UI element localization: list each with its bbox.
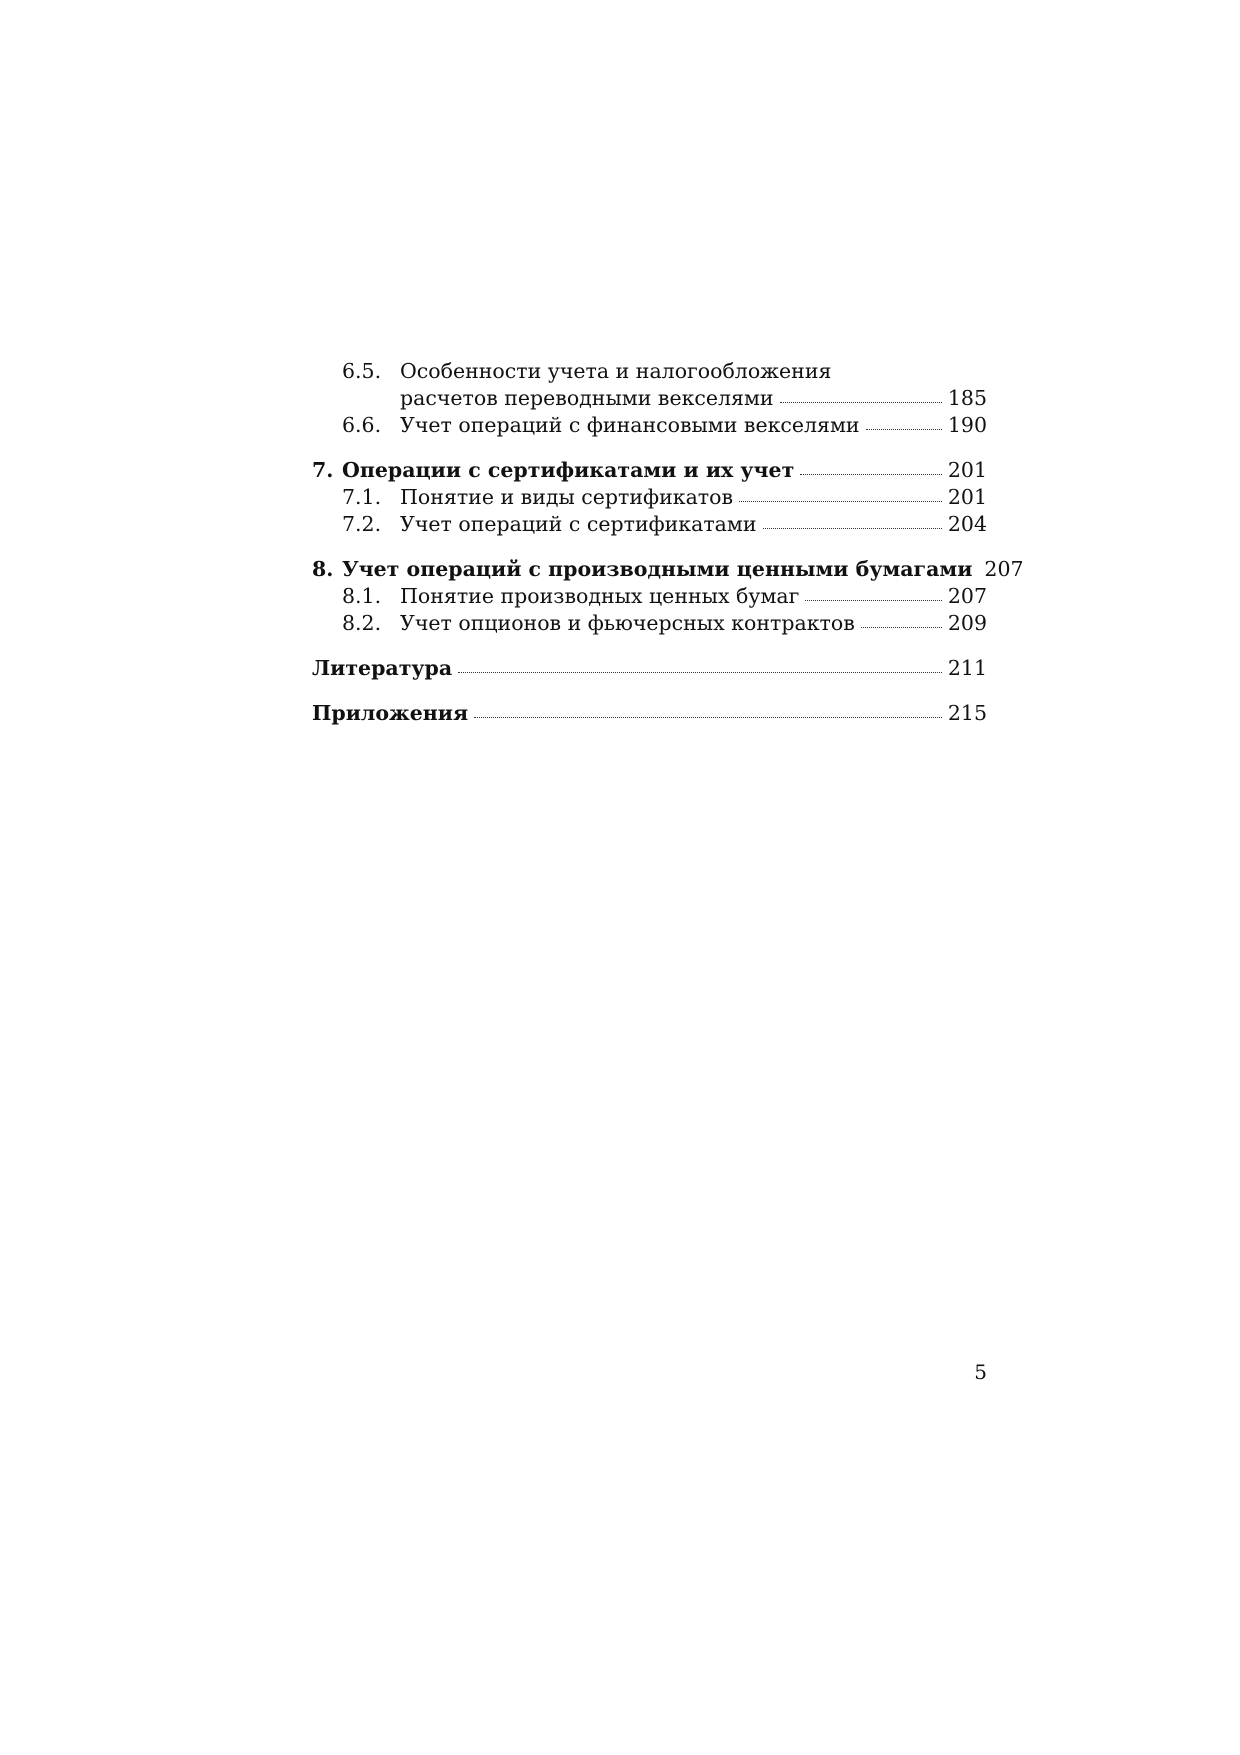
dot-leader (763, 528, 942, 529)
toc-entry-number: 8.1. (342, 584, 382, 608)
toc-entry-page: 211 (947, 656, 987, 680)
toc-entry-number: 8. (312, 557, 334, 581)
toc-entry-page: 190 (947, 413, 987, 437)
toc-entry-7 (312, 457, 987, 484)
toc-entry-7-2 (312, 511, 987, 538)
toc-entry-title: Учет операций с производными ценными бумагами (342, 557, 973, 581)
toc-entry-7-1 (312, 484, 987, 511)
toc-entry-title: Учет операций с финансовыми векселями (400, 413, 860, 437)
toc-entry-number: 7.2. (342, 512, 382, 536)
toc-entry-title: Понятие производных ценных бумаг (400, 584, 800, 608)
toc-entry-6-5 (312, 358, 987, 385)
toc-entry-6-5-continued (312, 385, 987, 412)
toc-entry-page: 207 (947, 584, 987, 608)
dot-leader (458, 672, 942, 673)
toc-entry-page: 215 (947, 701, 987, 725)
dot-leader (739, 501, 942, 502)
toc-entry-title: Учет операций с сертификатами (400, 512, 757, 536)
toc-entry-title: Учет опционов и фьючерсных контрактов (400, 611, 855, 635)
toc-entry-title: Особенности учета и налогообложения (400, 359, 832, 383)
toc-entry-number: 6.6. (342, 413, 382, 437)
toc-entry-page: 209 (947, 611, 987, 635)
toc-entry-page: 185 (947, 386, 987, 410)
toc-entry-appendices (312, 700, 987, 727)
toc-entry-title: расчетов переводными векселями (400, 386, 774, 410)
toc-entry-8 (312, 556, 1024, 583)
toc-entry-page: 201 (947, 458, 987, 482)
dot-leader (800, 474, 942, 475)
toc-entry-8-1 (312, 583, 987, 610)
toc-entry-title: Приложения (312, 701, 469, 725)
toc-entry-6-6 (312, 412, 987, 439)
toc-entry-page: 201 (947, 485, 987, 509)
page-number: 5 (974, 1360, 987, 1384)
toc-entry-literature (312, 655, 987, 682)
toc-entry-number: 7. (312, 458, 334, 482)
dot-leader (866, 429, 942, 430)
toc-entry-number: 8.2. (342, 611, 382, 635)
dot-leader (861, 627, 942, 628)
table-of-contents (312, 358, 1024, 727)
toc-entry-title: Понятие и виды сертификатов (400, 485, 734, 509)
toc-entry-page: 207 (984, 557, 1024, 581)
toc-entry-page: 204 (947, 512, 987, 536)
toc-entry-title: Литература (312, 656, 453, 680)
dot-leader (780, 402, 942, 403)
toc-entry-title: Операции с сертификатами и их учет (342, 458, 795, 482)
toc-entry-8-2 (312, 610, 987, 637)
toc-entry-number: 6.5. (342, 359, 382, 383)
dot-leader (474, 717, 942, 718)
dot-leader (805, 600, 942, 601)
toc-entry-number: 7.1. (342, 485, 382, 509)
